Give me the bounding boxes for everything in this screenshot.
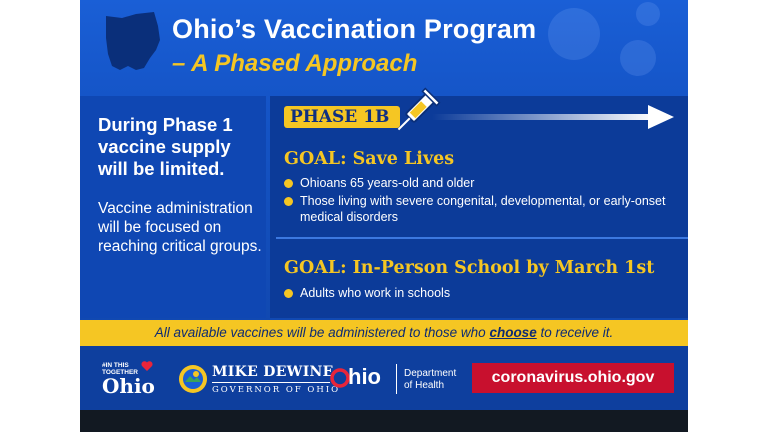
bullet-dot bbox=[284, 289, 293, 298]
virus-decoration bbox=[636, 2, 660, 26]
bottom-strip bbox=[80, 410, 688, 432]
banner-emphasis: choose bbox=[489, 325, 537, 340]
phase-badge: PHASE 1B bbox=[284, 106, 400, 128]
goal-bullet: Ohioans 65 years-old and older bbox=[300, 176, 475, 190]
page-title: Ohio’s Vaccination Program bbox=[172, 14, 537, 44]
goal-title: GOAL: Save Lives bbox=[284, 149, 455, 169]
virus-decoration bbox=[620, 40, 656, 76]
goal-title: GOAL: In-Person School by March 1st bbox=[284, 258, 655, 278]
banner-text: All available vaccines will be administered to those who bbox=[154, 325, 486, 340]
phase-note-text: Vaccine administration will be focused on reaching critical groups. bbox=[98, 200, 262, 255]
goal-bullet: Those living with severe congenital, developmental, or early-onset medical disorders bbox=[300, 194, 666, 224]
heart-icon bbox=[141, 360, 153, 372]
vaccination-card bbox=[80, 0, 688, 432]
in-this-together-logo: Ohio bbox=[102, 374, 155, 398]
bullet-dot bbox=[284, 179, 293, 188]
ohio-brand-logo: hio bbox=[348, 364, 381, 389]
bullet-dot bbox=[284, 197, 293, 206]
choice-banner bbox=[80, 320, 688, 346]
coronavirus-url-link[interactable]: coronavirus.ohio.gov bbox=[472, 363, 674, 393]
goal-bullet: Adults who work in schools bbox=[300, 286, 451, 300]
seal-icon bbox=[178, 364, 208, 394]
goal-divider bbox=[276, 237, 688, 239]
virus-decoration bbox=[548, 8, 600, 60]
governor-title: GOVERNOR OF OHIO bbox=[212, 385, 341, 395]
department-name: Department of Health bbox=[404, 368, 457, 391]
left-panel bbox=[80, 96, 266, 318]
banner-text-end: to receive it. bbox=[540, 325, 614, 340]
footer-divider bbox=[396, 364, 397, 394]
governor-rule bbox=[212, 382, 330, 383]
phase-lead-text: During Phase 1 vaccine supply will be limited. bbox=[98, 114, 233, 179]
in-this-together-text: #IN THIS TOGETHER bbox=[102, 362, 138, 376]
arrow-right-icon bbox=[432, 104, 676, 130]
ohio-o-icon bbox=[330, 367, 350, 389]
ohio-map-icon bbox=[102, 10, 162, 74]
governor-name: MIKE DEWINE bbox=[212, 364, 334, 380]
page-subtitle: – A Phased Approach bbox=[172, 50, 418, 77]
